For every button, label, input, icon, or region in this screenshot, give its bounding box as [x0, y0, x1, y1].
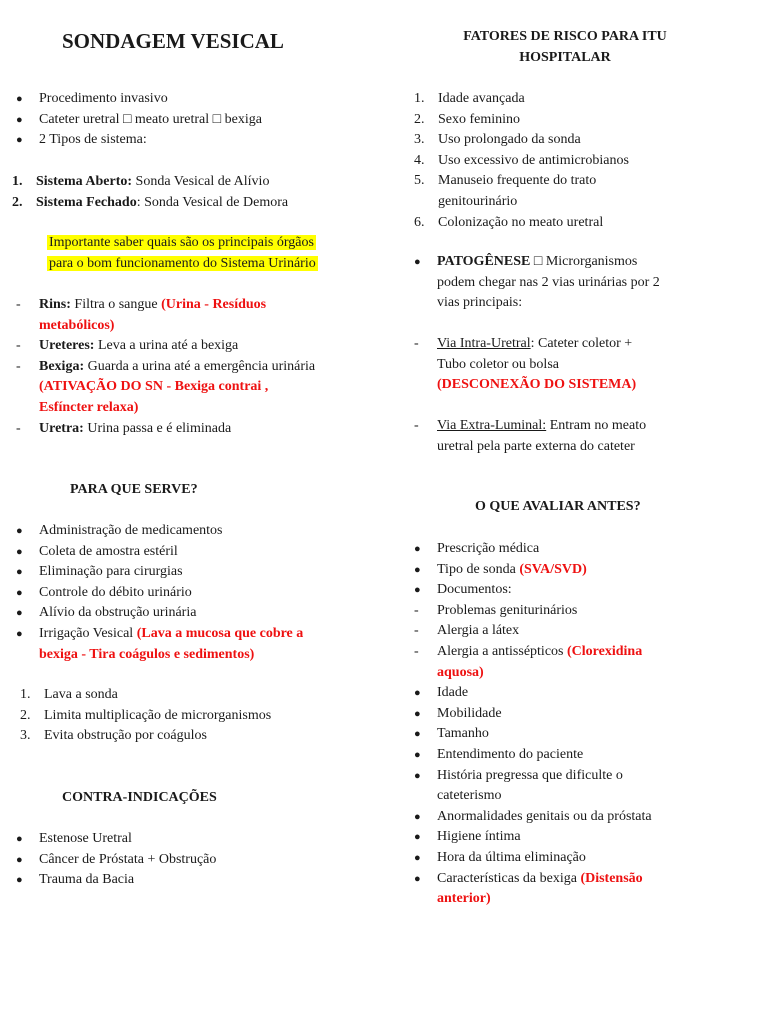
list-item: - Rins: Filtra o sangue (Urina - Resíduos [16, 297, 267, 312]
list-item: - Uretra: Urina passa e é eliminada [16, 420, 232, 436]
list-item: ● Estenose Uretral [16, 831, 132, 846]
risk-list: 1. Idade avançada 2. Sexo feminino 3. Uso prolongado da sonda 4. Uso excessivo de antimicrobianos 5. Manuseio frequente do trato genitourinário 6. Colonização no meato uretral [414, 89, 754, 233]
list-item: ● Documentos: [414, 582, 512, 598]
list-item: 5. Manuseio frequente do trato [414, 173, 597, 189]
list-item: 3. Evita obstrução por coágulos [20, 728, 207, 744]
list-item: ● Prescrição médica [414, 541, 540, 556]
list-item: ● Hora da última eliminação [414, 849, 586, 865]
list-item: 2. Limita multiplicação de microrganismos [20, 707, 272, 723]
list-item: ● PATOGÊNESE □ Microrganismos [414, 254, 638, 269]
systems-list [12, 172, 352, 213]
list-item: ● Coleta de amostra estéril [16, 543, 178, 559]
list-item: ● Tamanho [414, 726, 489, 742]
highlight-note: Importante saber quais são os principais órgãos para o bom funcionamento do Sistema Urinário [49, 235, 316, 271]
risk-factors-title: FATORES DE RISCO PARA ITU HOSPITALAR [463, 29, 667, 65]
list-item: - Ureteres: Leva a urina até a bexiga [16, 338, 239, 354]
list-item: ● Administração de medicamentos [16, 523, 223, 538]
list-item: - Alergia a látex [414, 623, 520, 639]
section-heading-para-que-serve: PARA QUE SERVE? [70, 482, 198, 497]
contra-list [16, 829, 356, 891]
list-item: 1. Lava a sonda [20, 687, 118, 702]
list-item: 2. Sistema Fechado: Sonda Vesical de Demora [12, 194, 289, 210]
list-item: ● Anormalidades genitais ou da próstata [414, 808, 652, 824]
list-item: 1. Sistema Aberto: Sonda Vesical de Alívio [12, 174, 270, 189]
list-item: - Bexiga: Guarda a urina até a emergência urinária [16, 358, 316, 374]
list-item: ● Eliminação para cirurgias [16, 564, 183, 580]
list-item: ● Procedimento invasivo [16, 91, 168, 106]
section-heading-avaliar: O QUE AVALIAR ANTES? [475, 499, 641, 514]
list-item: ● Idade [414, 685, 469, 701]
page-title: SONDAGEM VESICAL [62, 29, 284, 53]
list-item: ● Tipo de sonda (SVA/SVD) [414, 561, 587, 577]
list-item: ● Trauma da Bacia [16, 872, 135, 888]
list-item: - Via Intra-Uretral: Cateter coletor + [414, 336, 633, 351]
list-item: ● Mobilidade [414, 705, 502, 721]
list-item: ● Irrigação Vesical (Lava a mucosa que cobre a [16, 625, 304, 641]
list-item: ● Controle do débito urinário [16, 584, 192, 600]
list-item: 6. Colonização no meato uretral [414, 214, 604, 230]
list-item: 2. Sexo feminino [414, 111, 521, 127]
list-item: 1. Idade avançada [414, 91, 525, 106]
list-item: ● Alívio da obstrução urinária [16, 605, 197, 621]
list-item: - Problemas geniturinários [414, 602, 578, 618]
list-item: ● Câncer de Próstata + Obstrução [16, 851, 217, 867]
list-item: - Alergia a antissépticos (Clorexidina [414, 643, 643, 659]
list-item: ● Entendimento do paciente [414, 746, 584, 762]
via-extra-block: - Via Extra-Luminal: Entram no meato uretral pela parte externa do cateter [414, 416, 754, 457]
list-item: ● Higiene íntima [414, 829, 521, 845]
list-item: ● Cateter uretral □ meato uretral □ bexiga [16, 111, 262, 127]
list-item: 4. Uso excessivo de antimicrobianos [414, 152, 629, 168]
section-heading-contra-indicacoes: CONTRA-INDICAÇÕES [62, 790, 217, 805]
uses-list: ● Administração de medicamentos ● Coleta de amostra estéril ● Eliminação para cirurgias ● Controle do débito urinário ● Alívio da obstrução urinária ● Irrigação Vesical (Lava a mucosa que cobre a bexiga - Tira coágulos e sedimentos) [16, 521, 361, 665]
list-item: ● História pregressa que dificulte o [414, 767, 623, 783]
list-item: ● Características da bexiga (Distensão [414, 870, 643, 886]
list-item: 3. Uso prolongado da sonda [414, 132, 581, 148]
list-item: ● 2 Tipos de sistema: [16, 132, 147, 148]
organs-list: - Rins: Filtra o sangue (Urina - Resíduos metabólicos) - Ureteres: Leva a urina até a bexiga - Bexiga: Guarda a urina até a emergência urinária (ATIVAÇÃO DO SN - Bexiga contrai , Esfíncter relaxa) - Uretra: Urina passa e é eliminada [16, 295, 356, 439]
via-intra-block: - Via Intra-Uretral: Cateter coletor + Tubo coletor ou bolsa (DESCONEXÃO DO SISTEMA) [414, 334, 754, 396]
list-item: - Via Extra-Luminal: Entram no meato [414, 418, 647, 433]
irrigation-numbered-list [20, 685, 360, 747]
avaliar-list: ● Prescrição médica ● Tipo de sonda (SVA/SVD) ● Documentos: - Problemas geniturinários - Alergia a látex - Alergia a antissépticos (Clorexidina aquosa) ● Idade ● Mobilidade ● Tamanho ● Entendimento do paciente ● História pregressa que dificulte o cateterismo ● Anormalidades genitais ou da próstata ● Higiene íntima ● Hora da última eliminação ● Características da bexiga (Distensão anterior) [414, 539, 759, 910]
patogenese-block: ● PATOGÊNESE □ Microrganismos podem chegar nas 2 vias urinárias por 2 vias principais: [414, 252, 754, 314]
intro-list [16, 89, 356, 151]
